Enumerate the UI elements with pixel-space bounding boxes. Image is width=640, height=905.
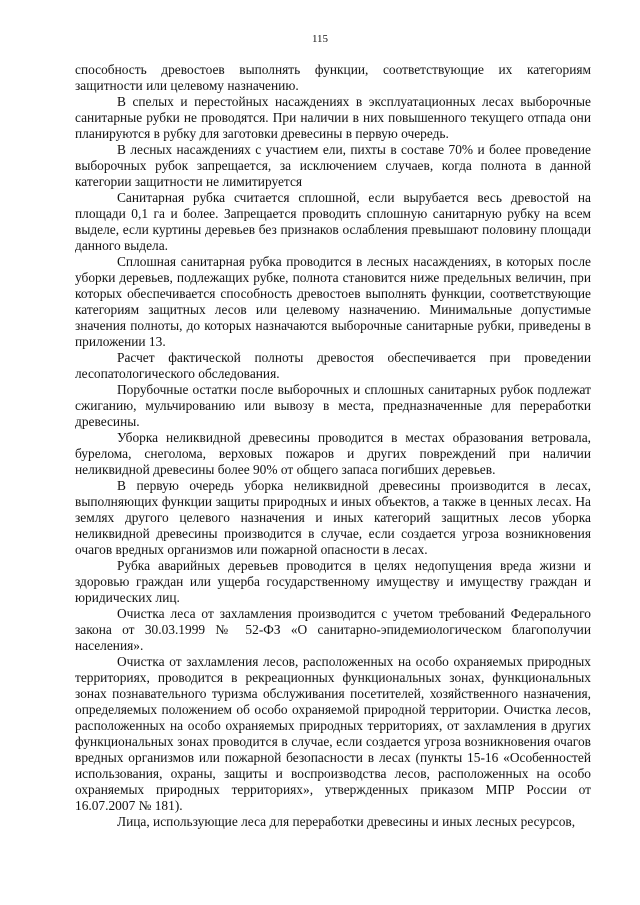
page-number: 115 bbox=[311, 33, 329, 45]
paragraph: Расчет фактической полноты древостоя обеспечивается при проведении лесопатологического обследования. bbox=[75, 350, 591, 381]
paragraph: Рубка аварийных деревьев проводится в целях недопущения вреда жизни и здоровью граждан или ущерба государственному имуществу и имуществу граждан и юридических лиц. bbox=[75, 558, 591, 605]
paragraph: В первую очередь уборка неликвидной древесины производится в лесах, выполняющих функции защиты природных и иных объектов, а также в ценных лесах. На землях другого целевого назначения и иных категорий защитных лесов уборка неликвидной древесины производится в случае, если создается угроза возникновения очагов вредных организмов или пожарной опасности в лесах. bbox=[75, 478, 591, 557]
paragraph: способность древостоев выполнять функции, соответствующие их категориям защитности или целевому назначению. bbox=[75, 62, 591, 93]
paragraph: Сплошная санитарная рубка проводится в лесных насаждениях, в которых после уборки деревьев, подлежащих рубке, полнота становится ниже предельных величин, при которых обеспечивается способность древостоев выполнять функции, соответствующие категориям защитных лесов или целевому назначению. Минимальные допустимые значения полноты, до которых назначаются выборочные санитарные рубки, приведены в приложении 13. bbox=[75, 254, 591, 349]
paragraph: Очистка от захламления лесов, расположенных на особо охраняемых природных территориях, проводится в рекреационных функциональных зонах, функциональных зонах познавательного туризма обслуживания посетителей, хозяйственного назначения, определяемых положением об особо охраняемой природной территории. Очистка лесов, расположенных на особо охраняемых природных территориях, от захламления в других функциональных зонах проводится в случае, если создается угроза возникновения очагов вредных организмов или пожарной безопасности в лесах (пункты 15-16 «Особенностей использования, охраны, защиты и воспроизводства лесов, расположенных на особо охраняемых природных территориях», утвержденных приказом МПР России от 16.07.2007 № 181). bbox=[75, 654, 591, 813]
document-body bbox=[75, 62, 591, 830]
paragraph: Порубочные остатки после выборочных и сплошных санитарных рубок подлежат сжиганию, мульчированию или вывозу в места, предназначенные для переработки древесины. bbox=[75, 382, 591, 429]
paragraph: Лица, использующие леса для переработки древесины и иных лесных ресурсов, bbox=[117, 814, 576, 829]
paragraph: В лесных насаждениях с участием ели, пихты в составе 70% и более проведение выборочных рубок запрещается, за исключением случаев, когда полнота в данной категории защитности не лимитируется bbox=[75, 142, 591, 189]
paragraph: Санитарная рубка считается сплошной, если вырубается весь древостой на площади 0,1 га и более. Запрещается проводить сплошную санитарную рубку на всем выделе, если куртины деревьев без признаков ослабления превышают половину площади данного выдела. bbox=[75, 190, 591, 253]
paragraph: Очистка леса от захламления производится с учетом требований Федерального закона от 30.03.1999 № 52-ФЗ «О санитарно-эпидемиологическом благополучии населения». bbox=[75, 606, 591, 653]
paragraph: Уборка неликвидной древесины проводится в местах образования ветровала, бурелома, снеголома, верховых пожаров и других повреждений при наличии неликвидной древесины более 90% от общего запаса погибших деревьев. bbox=[75, 430, 591, 477]
paragraph: В спелых и перестойных насаждениях в эксплуатационных лесах выборочные санитарные рубки не проводятся. При наличии в них повышенного текущего отпада они планируются в рубку для заготовки древесины в первую очередь. bbox=[75, 94, 591, 141]
